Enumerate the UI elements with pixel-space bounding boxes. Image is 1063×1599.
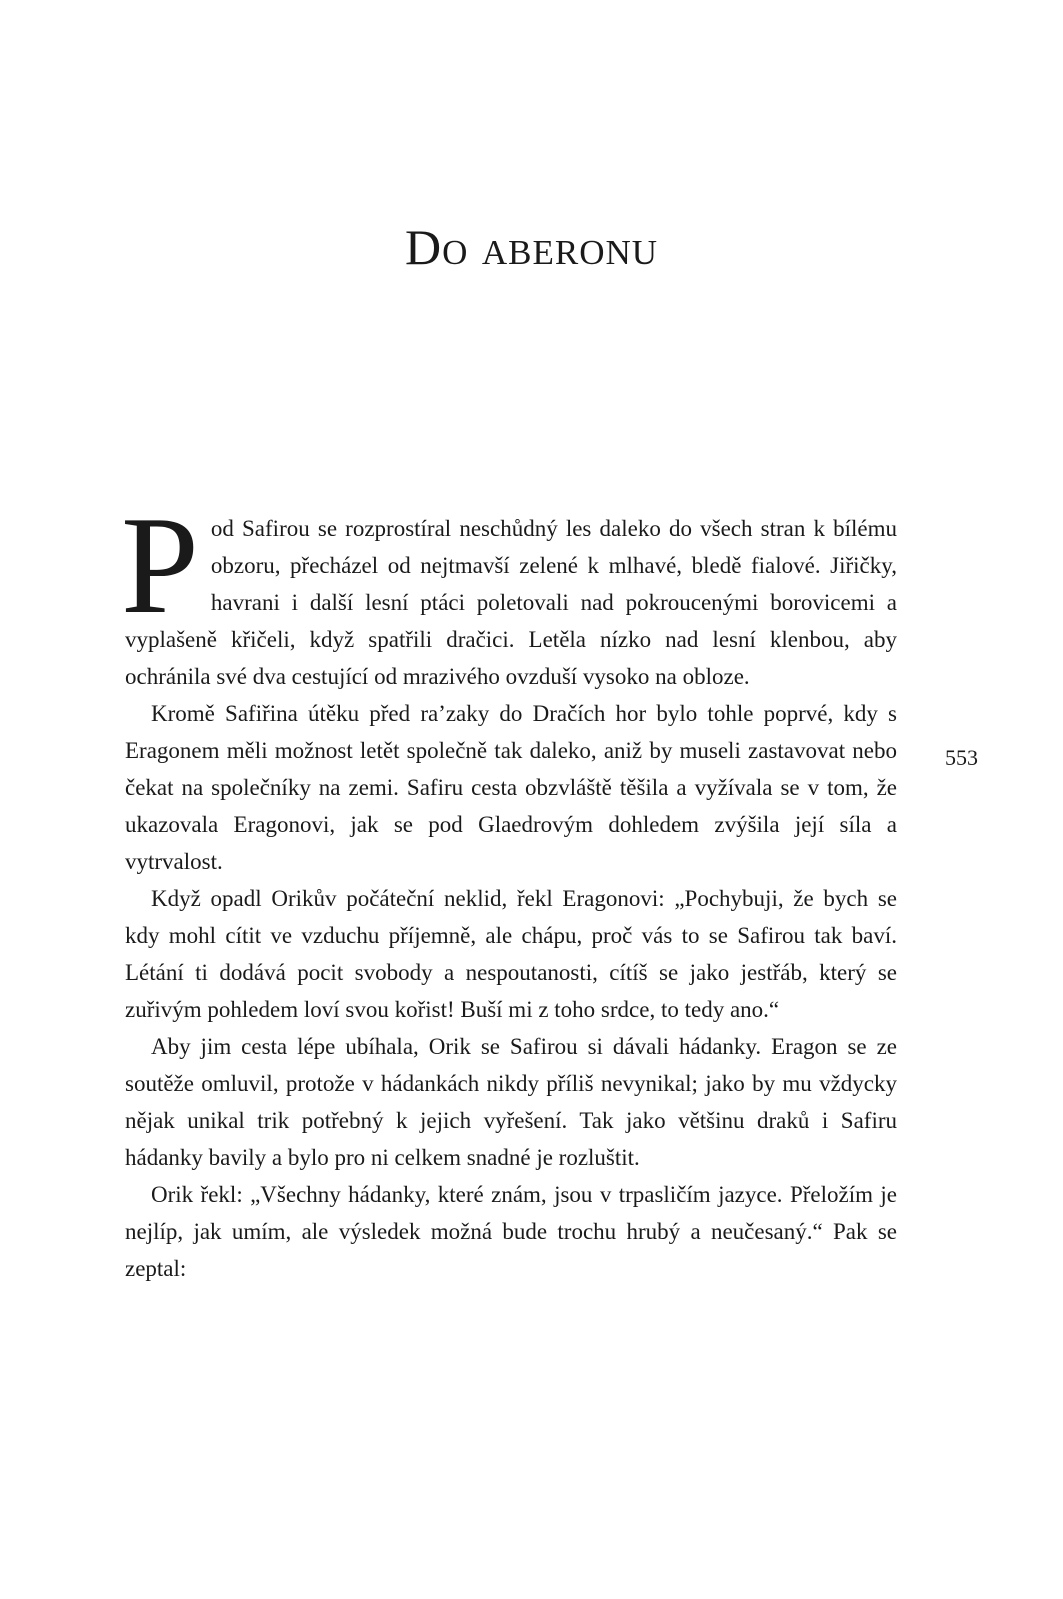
body-text	[121, 488, 897, 1287]
drop-cap: P	[121, 488, 199, 643]
page-number: 553	[945, 745, 978, 770]
paragraph-text: od Safirou se rozprostíral neschůdný les daleko do všech stran k bílému obzoru, přecházel od nejtmavší zelené k mlhavé, bledě fialové. Jiřičky, havrani i další lesní ptáci poletovali nad pokroucenými borovicemi a vyplašeně křičeli, když spatřili dračici. Letěla nízko nad lesní klenbou, aby ochránila své dva cestující od mrazivého ovzduší vysoko na obloze.	[125, 516, 897, 689]
paragraph-3: Když opadl Orikův počáteční neklid, řekl Eragonovi: „Pochybuji, že bych se kdy mohl cítit ve vzduchu příjemně, ale chápu, proč vás to se Safirou tak baví. Létání ti dodává pocit svobody a nespoutanosti, cítíš se jako jestřáb, který se zuřivým pohledem loví svou kořist! Buší mi z toho srdce, to tedy ano.“	[125, 886, 897, 1022]
chapter-title: Do aberonu	[404, 219, 659, 275]
paragraph-2: Kromě Safiřina útěku před ra’zaky do Dračích hor bylo tohle poprvé, kdy s Eragonem měli možnost letět společně tak daleko, aniž by museli zastavovat nebo čekat na společníky na zemi. Safiru cesta obzvláště těšila a vyžívala se v tom, že ukazovala Eragonovi, jak se pod Glaedrovým dohledem zvýšila její síla a vytrvalost.	[125, 701, 897, 874]
paragraph-4: Aby jim cesta lépe ubíhala, Orik se Safirou si dávali hádanky. Eragon se ze soutěže omluvil, protože v hádankách nikdy příliš nevynikal; jako by mu vždycky nějak unikal trik potřebný k jejich vyřešení. Tak jako většinu draků i Safiru hádanky bavily a bylo pro ni celkem snadné je rozluštit.	[125, 1034, 897, 1170]
paragraph-1	[121, 488, 897, 695]
paragraph-5: Orik řekl: „Všechny hádanky, které znám, jsou v trpasličím jazyce. Přeložím je nejlíp, jak umím, ale výsledek možná bude trochu hrubý a neučesaný.“ Pak se zeptal:	[125, 1182, 897, 1281]
